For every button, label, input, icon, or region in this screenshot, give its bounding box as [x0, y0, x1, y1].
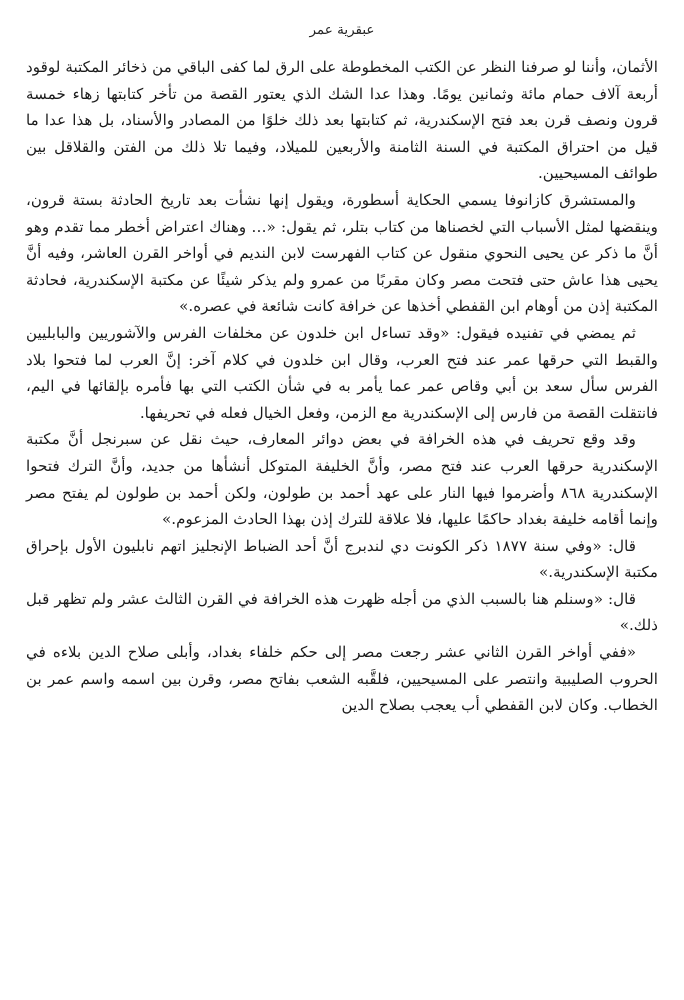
paragraph-6: قال: «وسنلم هنا بالسبب الذي من أجله ظهرت هذه الخرافة في القرن الثالث عشر ولم تظهر قبل ذلك.» — [26, 589, 658, 635]
body-text — [26, 54, 658, 719]
paragraph-2: والمستشرق كازانوفا يسمي الحكاية أسطورة، ويقول إنها نشأت بعد تاريخ الحادثة بستة قرون، وينقضها لمثل الأسباب التي لخصناها من كتاب بتلر، ثم يقول: «… وهناك اعتراض أخطر مما تقدم وهو أنَّ ما ذكر عن يحيى النحوي منقول عن كتاب الفهرست لابن النديم في أواخر القرن العاشر، وفيه أنَّ يحيى هذا عاش حتى فتحت مصر وكان مقربًا من عمرو ولم يذكر شيئًا عن مكتبة الإسكندرية، فحادثة المكتبة إذن من أوهام ابن القفطي أخذها عن خرافة كانت شائعة في عصره.» — [26, 190, 658, 316]
paragraph-3: ثم يمضي في تفنيده فيقول: «وقد تساءل ابن خلدون عن مخلفات الفرس والآشوريين والبابليين والقبط التي حرقها عمر عند فتح العرب، وقال ابن خلدون في كلام آخر: إنَّ العرب لما فتحوا بلاد الفرس سأل سعد بن أبي وقاص عمر عما يأمر به في شأن الكتب التي بها فأمره بإلقائها في اليم، فانتقلت القصة من فارس إلى الإسكندرية مع الزمن، وفعل الخيال فعله في تحريفها. — [26, 323, 658, 422]
paragraph-4: وقد وقع تحريف في هذه الخرافة في بعض دوائر المعارف، حيث نقل عن سبرنجل أنَّ مكتبة الإسكندرية حرقها العرب عند فتح مصر، وأنَّ الخليفة المتوكل أنشأها من جديد، وأنَّ الترك فتحوا الإسكندرية ٨٦٨ وأضرموا فيها النار على عهد أحمد بن طولون، ولكن أحمد بن طولون لم يفتح مصر وإنما أقامه خليفة بغداد حاكمًا عليها، فلا علاقة للترك إذن بهذا الحادث المزعوم.» — [26, 430, 658, 529]
paragraph-5: قال: «وفي سنة ١٨٧٧ ذكر الكونت دي لندبرج أنَّ أحد الضباط الإنجليز اتهم نابليون الأول بإحراق مكتبة الإسكندرية.» — [26, 536, 658, 582]
running-title: عبقرية عمر — [309, 22, 375, 38]
paragraph-7: «ففي أواخر القرن الثاني عشر رجعت مصر إلى حكم خلفاء بغداد، وأبلى صلاح الدين بلاءه في الحروب الصليبية وانتصر على المسيحيين، فلقَّبه الشعب بفاتح مصر، وقرن بين اسمه واسم عمر بن الخطاب. وكان لابن القفطي أب يعجب بصلاح الدين — [26, 643, 658, 715]
paragraph-1: الأثمان، وأننا لو صرفنا النظر عن الكتب المخطوطة على الرق لما كفى الباقي من ذخائر المكتبة لوقود أربعة آلاف حمام مائة وثمانين يومًا. وهذا عدا الشك الذي يعتور القصة من تأخر كتابتها زهاء خمسة قرون ونصف قرن بعد فتح الإسكندرية، ثم كتابتها بعد ذلك خلوًا من المصادر والأسناد، بل هذا عدا ما قيل من احتراق المكتبة في السنة الثامنة والأربعين للميلاد، وفيما تلا ذلك من الفتن والقلاقل بين طوائف المسيحيين. — [26, 58, 658, 183]
